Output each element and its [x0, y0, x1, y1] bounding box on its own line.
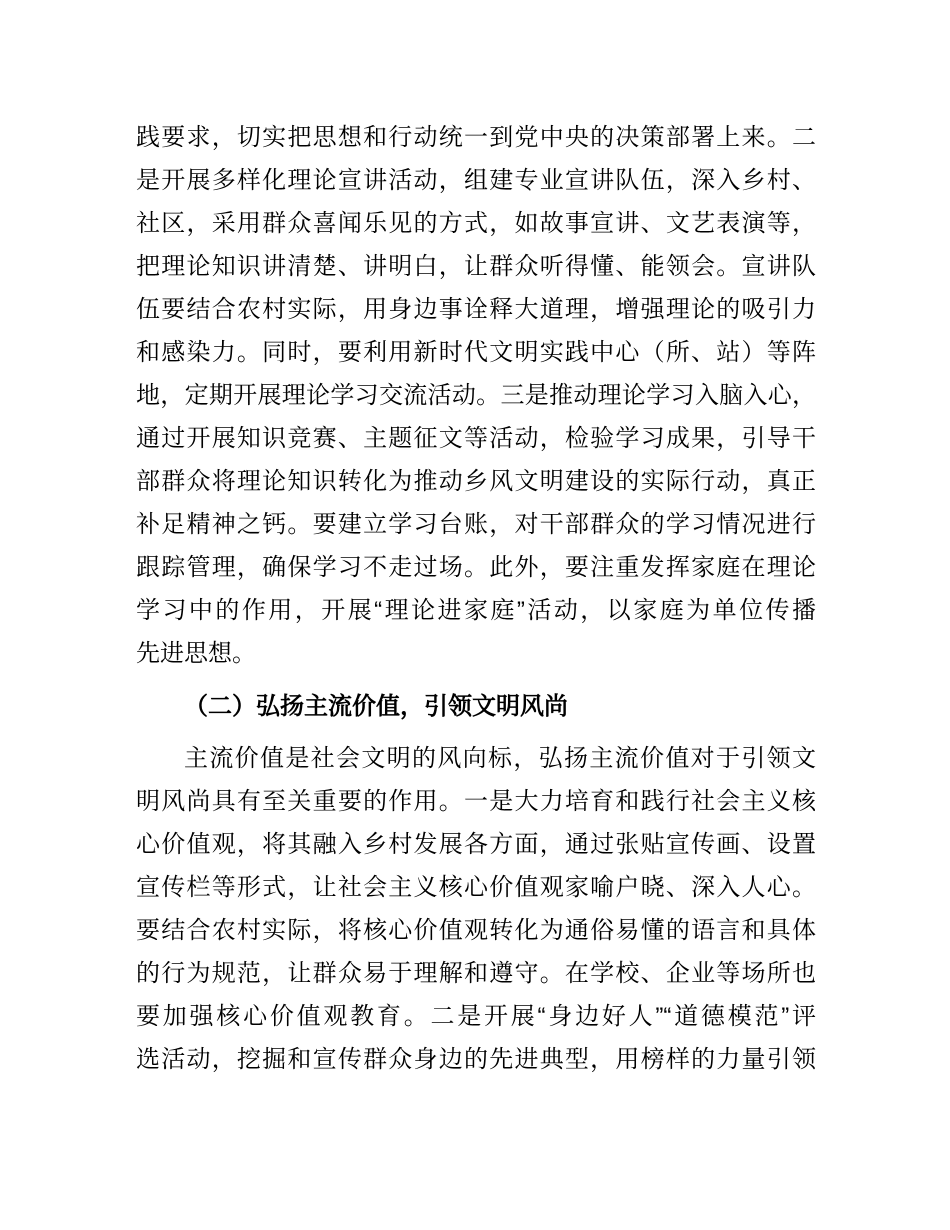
body-text-line: 选活动，挖掘和宣传群众身边的先进典型，用榜样的力量引领	[136, 1046, 816, 1073]
body-text-line: 部群众将理论知识转化为推动乡风文明建设的实际行动，真正	[136, 468, 816, 495]
body-text-line: 明风尚具有至关重要的作用。一是大力培育和践行社会主义核	[136, 788, 816, 815]
paragraph-2	[136, 737, 816, 1081]
body-text-line: 先进思想。	[136, 640, 256, 667]
body-text-line: 心价值观，将其融入乡村发展各方面，通过张贴宣传画、设置	[136, 831, 816, 858]
body-text-line: 跟踪管理，确保学习不走过场。此外，要注重发挥家庭在理论	[136, 554, 816, 581]
body-text-line: 的行为规范，让群众易于理解和遵守。在学校、企业等场所也	[136, 960, 816, 987]
body-text-line: 把理论知识讲清楚、讲明白，让群众听得懂、能领会。宣讲队	[136, 253, 816, 280]
document-text-block	[136, 116, 816, 1081]
body-text-line: 通过开展知识竞赛、主题征文等活动，检验学习成果，引导干	[136, 425, 816, 452]
body-text-line: 要加强核心价值观教育。二是开展“身边好人”“道德模范”评	[136, 1003, 816, 1030]
body-text-line: 学习中的作用，开展“理论进家庭”活动，以家庭为单位传播	[136, 597, 816, 624]
body-text-line: 和感染力。同时，要利用新时代文明实践中心（所、站）等阵	[136, 339, 816, 366]
body-text-line: 伍要结合农村实际，用身边事诠释大道理，增强理论的吸引力	[136, 296, 816, 323]
body-text-line: 宣传栏等形式，让社会主义核心价值观家喻户晓、深入人心。	[136, 874, 816, 901]
section-heading-2: （二）弘扬主流价值，引领文明风尚	[184, 693, 568, 720]
body-text-line: 要结合农村实际，将核心价值观转化为通俗易懂的语言和具体	[136, 917, 816, 944]
body-text-line: 补足精神之钙。要建立学习台账，对干部群众的学习情况进行	[136, 511, 816, 538]
body-text-line: 主流价值是社会文明的风向标，弘扬主流价值对于引领文	[184, 745, 816, 772]
body-text-line: 社区，采用群众喜闻乐见的方式，如故事宣讲、文艺表演等，	[136, 210, 816, 237]
body-text-line: 践要求，切实把思想和行动统一到党中央的决策部署上来。二	[136, 124, 816, 151]
body-text-line: 地，定期开展理论学习交流活动。三是推动理论学习入脑入心，	[136, 382, 816, 409]
paragraph-1	[136, 116, 816, 675]
body-text-line: 是开展多样化理论宣讲活动，组建专业宣讲队伍，深入乡村、	[136, 167, 816, 194]
